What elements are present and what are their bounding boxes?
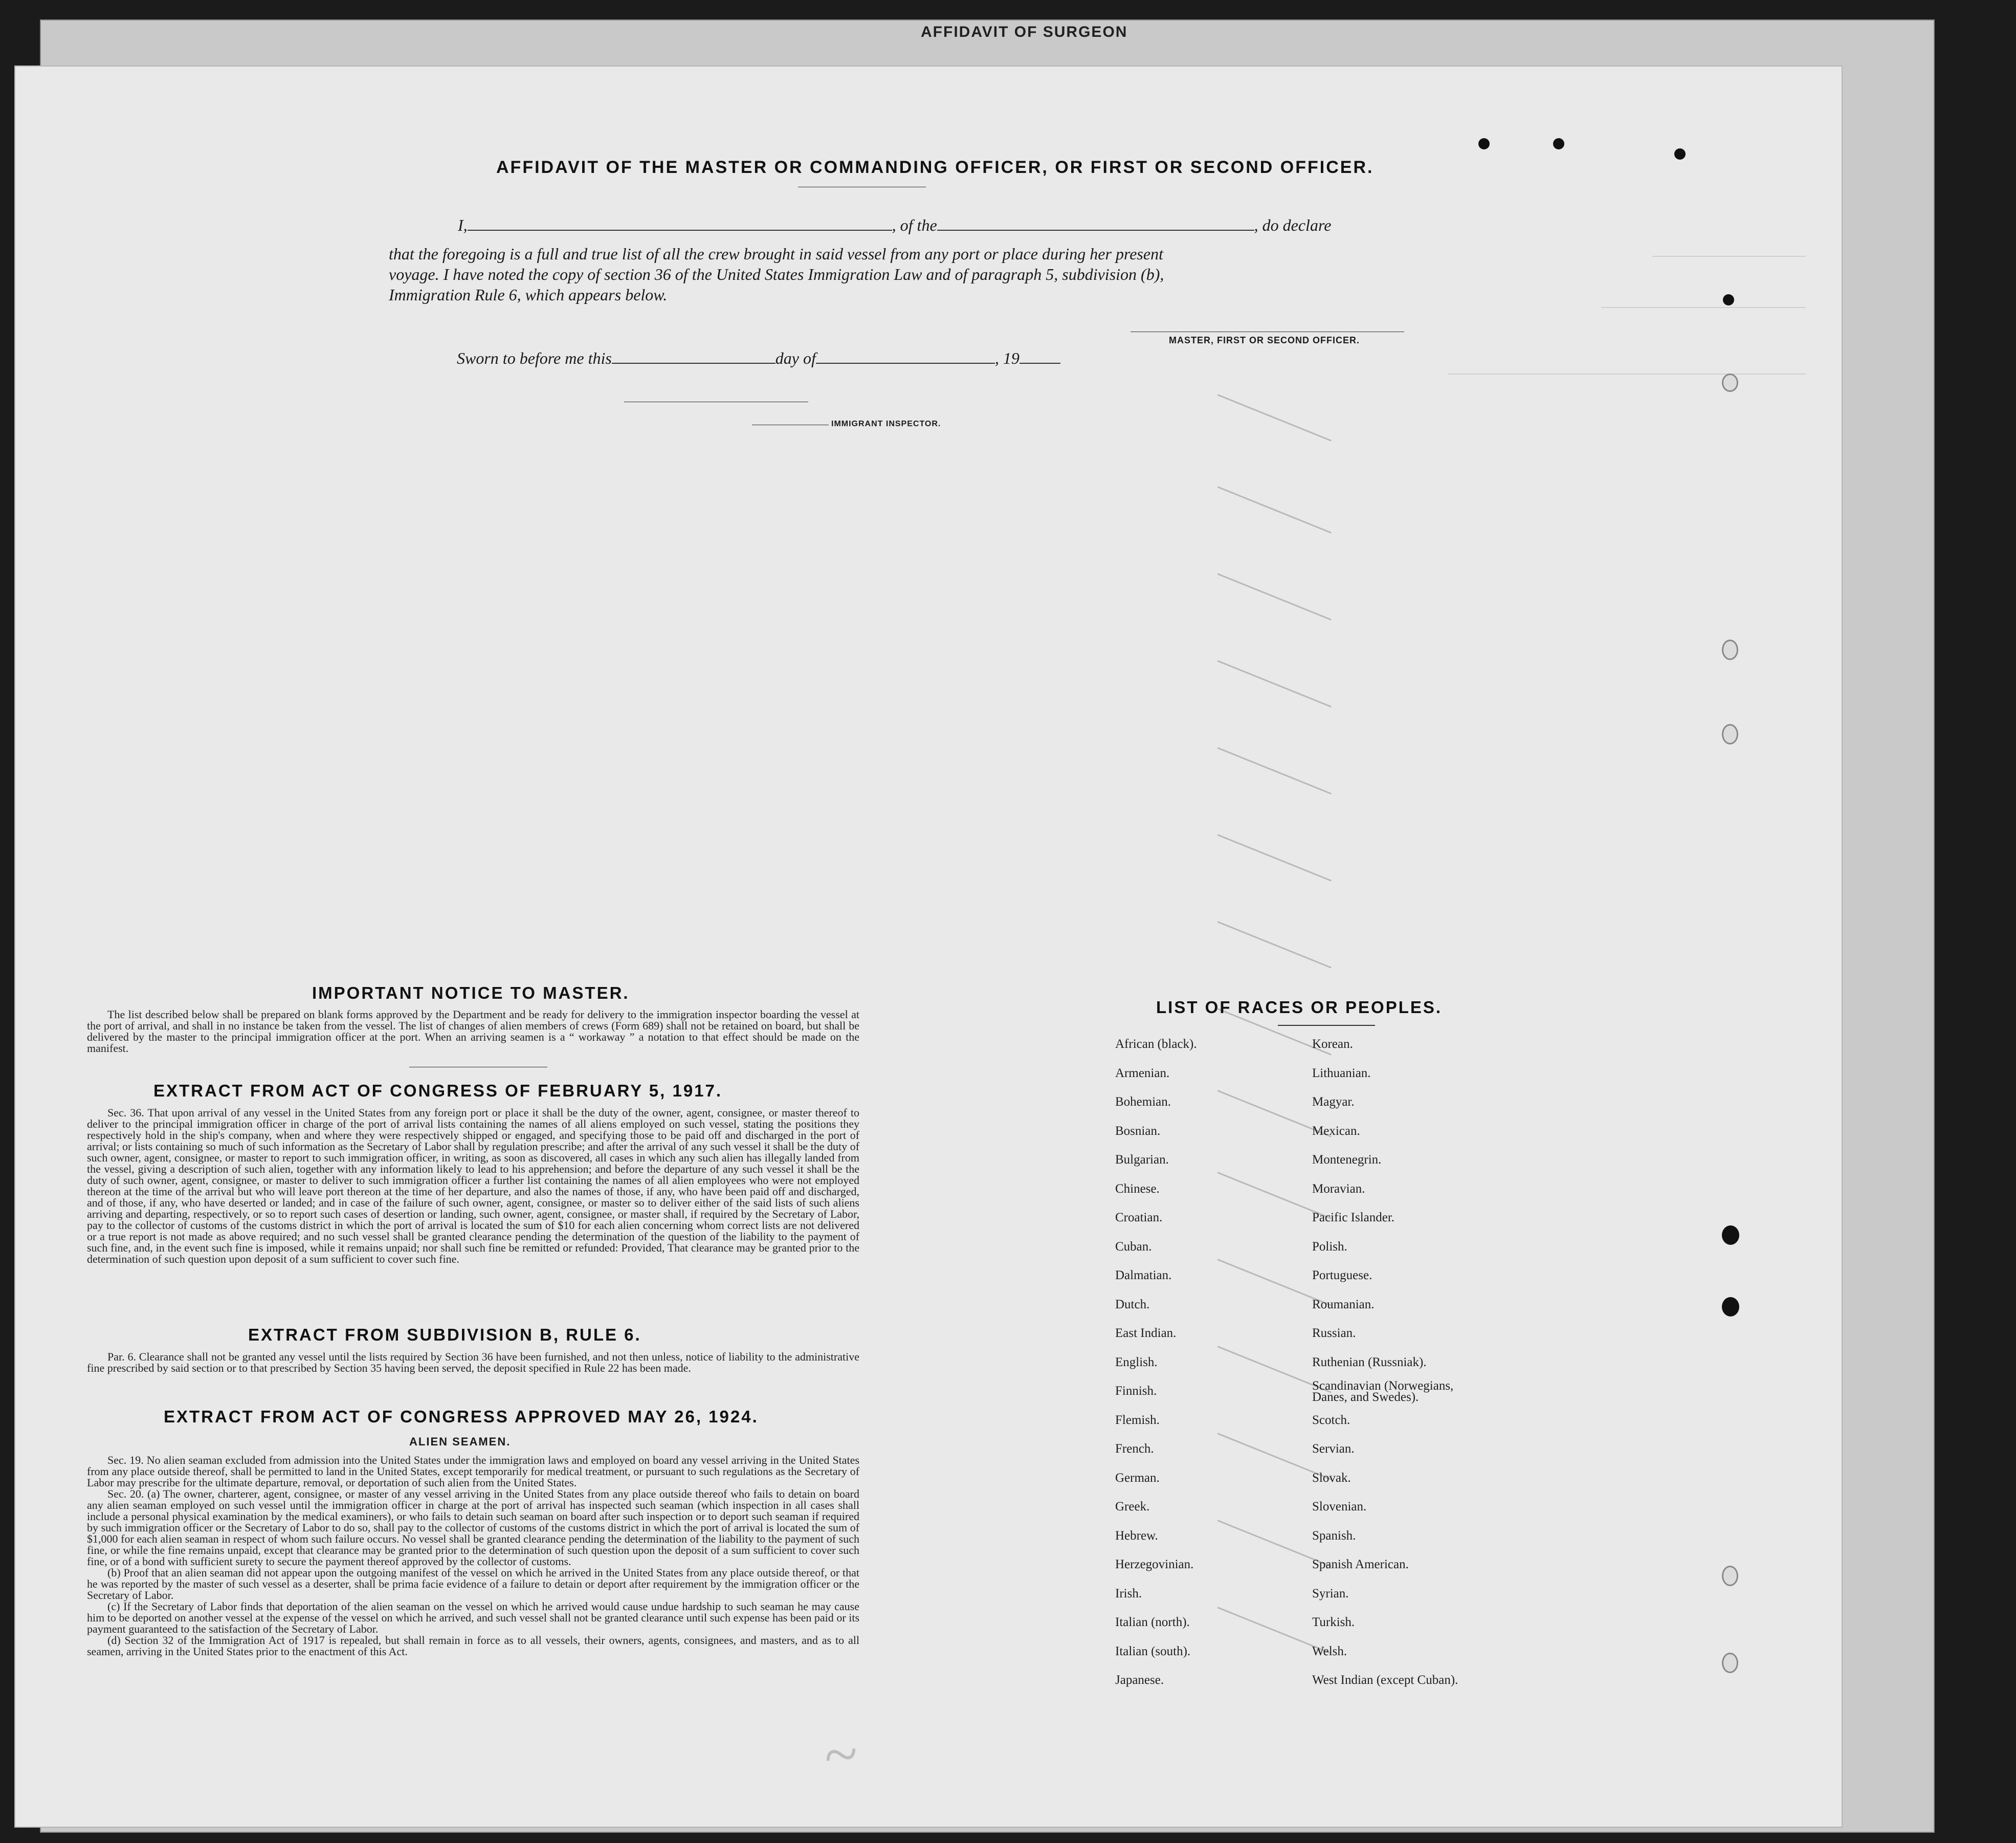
section-36-paragraph: Sec. 36. That upon arrival of any vessel in the United States from any foreign port or place it shall be the duty of the owner, agent, consignee, or master thereof to deliver to the principal immigration officer in charge of the port of arrival lists containing the names of all aliens employed on such vessel, stating the positions they respectively hold in the ship's company, when and where they were respectively shipped or engaged, and specifying those to be paid off and discharged in the port of arrival; or lists containing so much of such information as the Secretary of Labor shall by regulation prescribe; and after the arrival of any such vessel it shall be the duty of such owner, agent, consignee, or master to report to such immigration officer, in writing, as soon as discovered, all cases in which any such alien has illegally landed from the vessel, giving a description of such alien, together with any information likely to lead to his apprehension; and before the departure of any such vessel it shall be the duty of such owner, agent, consignee, or master to deliver to such immigration officer a further list containing the names of all alien employees who were not employed thereon at the time of the arrival but who will leave port thereon at the time of her departure, and also the names of those, if any, who have been paid off and discharged, and of those, if any, who have deserted or landed; and in case of the failure of such owner, agent, consignee, or master so to deliver either of the said lists of such aliens arriving and departing, respectively, or so to report such cases of desertion or landing, such owner, agent, consignee, or master shall, if required by the Secretary of Labor, pay to the collector of customs of the customs district in which the port of arrival is located the sum of $10 for each alien concerning whom correct lists are not delivered or a true report is not made as above required; and no such vessel shall be granted clearance pending the determination of the question of the liability to the payment of such fine, and, in the event such fine is imposed, while it remains unpaid; nor shall such fine be remitted or refunded: Provided, That clearance may be granted prior to the determination of such question upon deposit of a sum sufficient to cover such fine. [87, 1106, 859, 1265]
extract-1917-title: EXTRACT FROM ACT OF CONGRESS OF FEBRUARY 5, 1917. [153, 1081, 723, 1100]
pencil-mark [1217, 573, 1332, 621]
race-entry: Spanish. [1312, 1528, 1356, 1543]
race-entry: Turkish. [1312, 1615, 1355, 1629]
race-entry: Ruthenian (Russniak). [1312, 1355, 1427, 1369]
race-entry: Chinese. [1115, 1181, 1160, 1196]
punch-hole [1722, 1566, 1738, 1586]
punch-hole [1722, 1653, 1738, 1673]
race-entry: Italian (south). [1115, 1644, 1191, 1658]
race-entry: Pacific Islander. [1312, 1211, 1395, 1224]
sworn-label: Sworn to before me this [457, 349, 612, 367]
race-entry: English. [1115, 1355, 1158, 1369]
notice-paragraph: The list described below shall be prepared on blank forms approved by the Department and be ready for delivery to the immigration inspector boarding the vessel at the port of arrival, and shall in no instance be taken from the vessel. The list of changes of alien members of crews (Form 689) shall not be retained on board, but shall be delivered by the master to the principal immigration officer at the port. When an arriving seamen is a “ workaway ” a notation to that effect should be made on the manifest. [87, 1008, 859, 1055]
race-entry: African (black). [1115, 1037, 1197, 1051]
punch-hole [1478, 138, 1490, 149]
race-entry: Polish. [1312, 1239, 1347, 1254]
race-entry: Italian (north). [1115, 1615, 1190, 1629]
races-title-rule [1278, 1025, 1375, 1026]
alien-seamen-subtitle: ALIEN SEAMEN. [409, 1435, 511, 1448]
affidavit-line-4: Immigration Rule 6, which appears below. [389, 286, 668, 304]
pencil-mark [1217, 747, 1332, 795]
affidavit-declare-label: , do declare [1254, 216, 1332, 234]
extract-1917-body [87, 1107, 859, 1265]
race-entry: Syrian. [1312, 1586, 1349, 1600]
race-entry: Montenegrin. [1312, 1153, 1382, 1167]
race-entry: West Indian (except Cuban). [1312, 1673, 1458, 1687]
race-entry: Flemish. [1115, 1413, 1160, 1427]
race-entry: Mexican. [1312, 1124, 1360, 1138]
race-entry: French. [1115, 1442, 1154, 1456]
races-left-column [1115, 1038, 1299, 1764]
faded-signature: ~ [821, 1719, 859, 1790]
affidavit-i-label: I, [458, 216, 468, 234]
rule6-paragraph: Par. 6. Clearance shall not be granted any vessel until the lists required by Section 36 have been furnished, and not then unless, notice of liability to the administrative fine prescribed by said section or to that prescribed by Section 35 having been served, the deposit specified in Rule 22 has been made. [87, 1350, 859, 1374]
race-entry: Roumanian. [1312, 1297, 1375, 1311]
races-title: LIST OF RACES OR PEOPLES. [1156, 998, 1443, 1017]
punch-hole [1553, 138, 1564, 149]
pencil-mark [1217, 834, 1332, 882]
affidavit-line-3: voyage. I have noted the copy of section 36 of the United States Immigration Law and of paragraph 5, subdivision (b), [389, 265, 1164, 283]
year-blank[interactable] [1020, 361, 1060, 364]
sworn-line [457, 349, 1060, 368]
bleed-through-line [1601, 307, 1806, 308]
year-label: , 19 [994, 349, 1020, 367]
race-entry: Hebrew. [1115, 1528, 1158, 1543]
pencil-mark [1217, 921, 1332, 969]
notice-body [87, 1009, 859, 1054]
race-entry: Finnish. [1115, 1384, 1157, 1398]
bleed-through-line [1448, 374, 1806, 375]
extract-rule6-body [87, 1351, 859, 1374]
extract-rule6-title: EXTRACT FROM SUBDIVISION B, RULE 6. [248, 1325, 641, 1344]
inspector-caption: IMMIGRANT INSPECTOR. [831, 420, 941, 428]
race-entry: Armenian. [1115, 1066, 1170, 1080]
race-entry: Greek. [1115, 1500, 1150, 1513]
race-entry: Scotch. [1312, 1413, 1350, 1427]
pencil-mark [1217, 394, 1332, 442]
punch-hole [1722, 724, 1738, 744]
extract-1924-title: EXTRACT FROM ACT OF CONGRESS APPROVED MAY 26, 1924. [164, 1407, 759, 1426]
race-entry: Dalmatian. [1115, 1268, 1172, 1282]
race-entry: Japanese. [1115, 1673, 1164, 1687]
section-19-paragraph: Sec. 19. No alien seaman excluded from admission into the United States under the immigration laws and employed on board any vessel arriving in the United States from any place outside thereof, shall be permitted to land in the United States, except temporarily for medical treatment, or pursuant to such regulations as the Secretary of Labor may prescribe for the ultimate departure, removal, or deportation of such alien from the United States. [87, 1454, 859, 1489]
race-entry: Irish. [1115, 1586, 1142, 1600]
race-entry: Portuguese. [1312, 1268, 1372, 1282]
punch-hole [1723, 294, 1734, 305]
underlying-sheet-title: AFFIDAVIT OF SURGEON [921, 24, 1128, 40]
race-entry: Magyar. [1312, 1095, 1355, 1109]
affidavit-body [389, 244, 1404, 305]
document-page [15, 67, 1842, 1827]
pencil-mark [1217, 486, 1332, 534]
punch-hole [1674, 148, 1686, 160]
punch-hole [1722, 374, 1738, 392]
master-caption: MASTER, FIRST OR SECOND OFFICER. [1169, 335, 1360, 345]
affidavit-of-the-label: , of the [892, 216, 937, 234]
vessel-blank[interactable] [937, 228, 1254, 231]
punch-hole [1722, 640, 1738, 660]
bleed-through-line [1652, 256, 1806, 257]
day-blank[interactable] [612, 361, 776, 364]
punch-hole [1722, 1225, 1739, 1245]
race-entry: Spanish American. [1312, 1557, 1409, 1571]
extract-1924-body [87, 1455, 859, 1657]
race-entry: Herzegovinian. [1115, 1557, 1194, 1571]
race-entry: Slovak. [1312, 1471, 1351, 1485]
month-blank[interactable] [816, 361, 995, 364]
notice-title: IMPORTANT NOTICE TO MASTER. [312, 983, 630, 1002]
race-entry: Russian. [1312, 1326, 1356, 1340]
section-20a-paragraph: Sec. 20. (a) The owner, charterer, agent, consignee, or master of any vessel arriving in the United States from any place outside thereof who fails to detain on board any alien seaman employed on such vessel until the immigration officer in charge at the port of arrival has inspected such seaman (which inspection in all cases shall include a personal physical examination by the medical examiners), or who fails to detain such seaman on board after such inspection or to deport such seaman if required by such immigration officer or the Secretary of Labor to do so, shall pay to the collector of customs of the customs district in which the port of arrival is located the sum of $1,000 for each alien seaman in respect of whom such failure occurs. No vessel shall be granted clearance pending the determination of the liability to the payment of such fine, or while the fine remains unpaid, except that clearance may be granted prior to the determination of such question upon the deposit of a sum sufficient to cover such fine, or of a bond with sufficient surety to secure the payment thereof approved by the collector of customs. [87, 1487, 859, 1568]
race-entry: Bohemian. [1115, 1095, 1171, 1109]
race-entry: Bosnian. [1115, 1124, 1161, 1138]
day-of-label: day of [775, 349, 816, 367]
name-blank[interactable] [468, 228, 892, 231]
races-list [1115, 1038, 1524, 1764]
section-20b-paragraph: (b) Proof that an alien seaman did not appear upon the outgoing manifest of the vessel on which he arrived in the United States from any place outside thereof, or that he was reported by the master of such vessel as a deserter, shall be prima facie evidence of a failure to detain or deport after requirement by the immigration officer or the Secretary of Labor. [87, 1566, 859, 1601]
pencil-mark [1217, 660, 1332, 708]
race-entry: Slovenian. [1312, 1500, 1367, 1513]
section-20d-paragraph: (d) Section 32 of the Immigration Act of 1917 is repealed, but shall remain in force as to all vessels, their owners, agents, consignees, and masters, and as to all seamen, arriving in the United States prior to the enactment of this Act. [87, 1634, 859, 1658]
race-entry: Scandinavian (Norwegians, Danes, and Swedes). [1312, 1379, 1454, 1404]
race-entry: Dutch. [1115, 1297, 1150, 1311]
section-20c-paragraph: (c) If the Secretary of Labor finds that deportation of the alien seaman on the vessel on which he arrived would cause undue hardship to such seaman he may cause him to be deported on another vessel at the expense of the vessel on which he arrived, and such vessel shall not be granted clearance until such expense has been paid or its payment guaranteed to the satisfaction of the Secretary of Labor. [87, 1600, 859, 1635]
affidavit-title: AFFIDAVIT OF THE MASTER OR COMMANDING OFFICER, OR FIRST OR SECOND OFFICER. [496, 158, 1374, 177]
affidavit-line-1 [458, 216, 1331, 235]
race-entry: Lithuanian. [1312, 1066, 1371, 1080]
punch-hole [1722, 1297, 1739, 1317]
race-entry: Welsh. [1312, 1644, 1347, 1658]
race-entry: Korean. [1312, 1037, 1353, 1051]
race-entry: Bulgarian. [1115, 1153, 1169, 1167]
affidavit-line-2: that the foregoing is a full and true list of all the crew brought in said vessel from any port or place during her present [389, 245, 1163, 263]
race-entry: East Indian. [1115, 1326, 1177, 1340]
race-entry: Moravian. [1312, 1181, 1365, 1196]
race-entry: Cuban. [1115, 1239, 1152, 1254]
race-entry: Croatian. [1115, 1211, 1163, 1224]
race-entry: Servian. [1312, 1442, 1355, 1456]
races-right-column [1312, 1038, 1527, 1764]
race-entry: German. [1115, 1471, 1160, 1485]
